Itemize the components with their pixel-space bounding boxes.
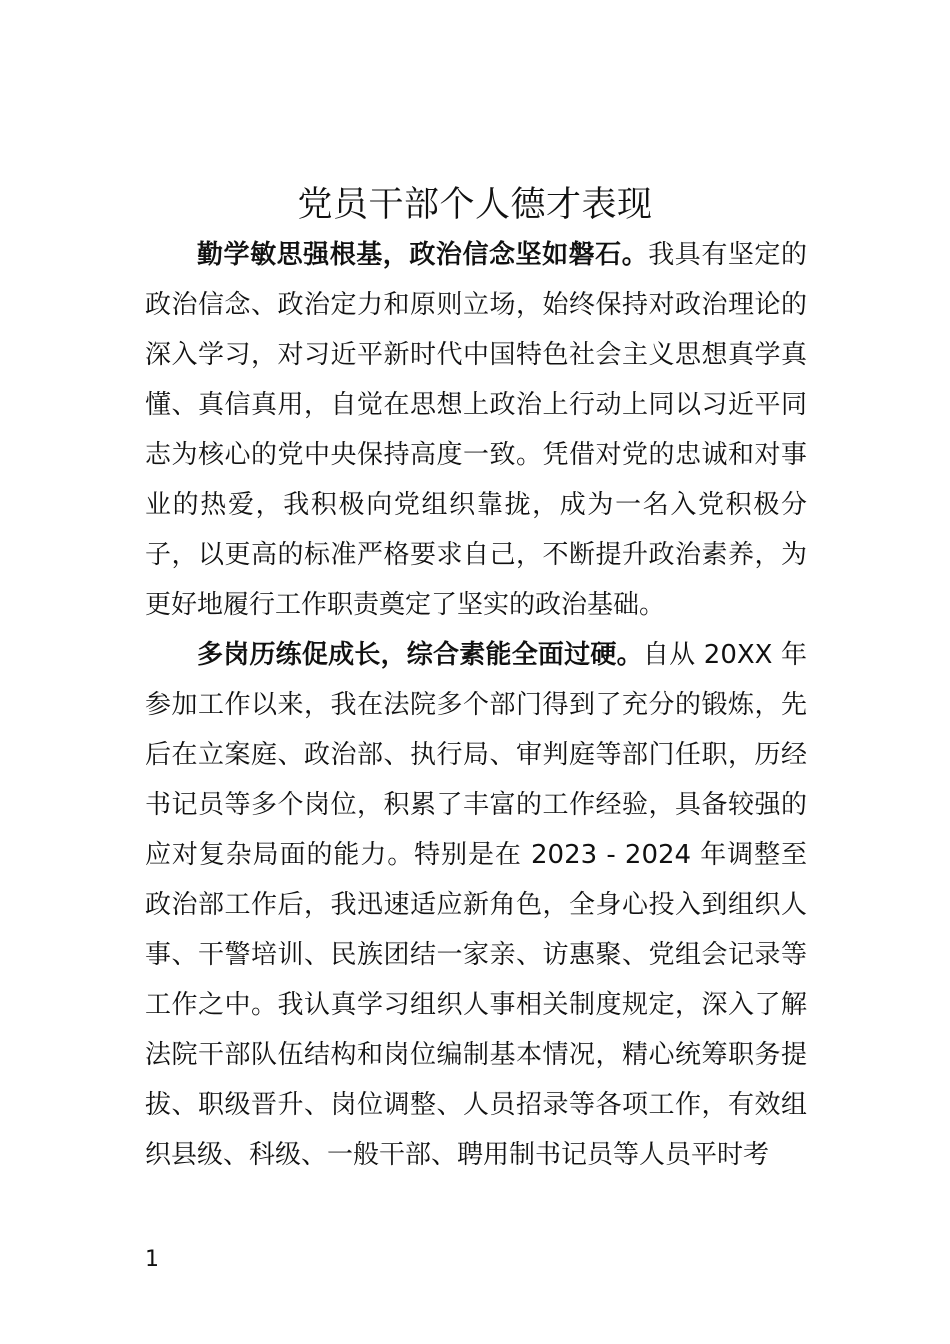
page-number: 1 [145, 1247, 159, 1272]
paragraph-2-lead: 多岗历练促成长，综合素能全面过硬。 [197, 640, 643, 670]
paragraph-1-lead: 勤学敏思强根基，政治信念坚如磐石。 [197, 240, 649, 270]
document-title: 党员干部个人德才表现 [297, 185, 653, 225]
paragraph-1 [145, 230, 807, 630]
paragraph-2 [145, 630, 807, 1180]
paragraph-1-text: 我具有坚定的政治信念、政治定力和原则立场，始终保持对政治理论的深入学习，对习近平新时代中国特色社会主义思想真学真懂、真信真用，自觉在思想上政治上行动上同以习近平同志为核心的党中央保持高度一致。凭借对党的忠诚和对事业的热爱，我积极向党组织靠拢，成为一名入党积极分子，以更高的标准严格要求自己，不断提升政治素养，为更好地履行工作职责奠定了坚实的政治基础。 [145, 240, 807, 620]
document-body [145, 230, 807, 1180]
paragraph-2-text: 自从 20XX 年参加工作以来，我在法院多个部门得到了充分的锻炼，先后在立案庭、政治部、执行局、审判庭等部门任职，历经书记员等多个岗位，积累了丰富的工作经验，具备较强的应对复杂局面的能力。特别是在 2023 - 2024 年调整至政治部工作后，我迅速适应新角色，全身心投入到组织人事、干警培训、民族团结一家亲、访惠聚、党组会记录等工作之中。我认真学习组织人事相关制度规定，深入了解法院干部队伍结构和岗位编制基本情况，精心统筹职务提拔、职级晋升、岗位调整、人员招录等各项工作，有效组织县级、科级、一般干部、聘用制书记员等人员平时考 [145, 640, 807, 1170]
